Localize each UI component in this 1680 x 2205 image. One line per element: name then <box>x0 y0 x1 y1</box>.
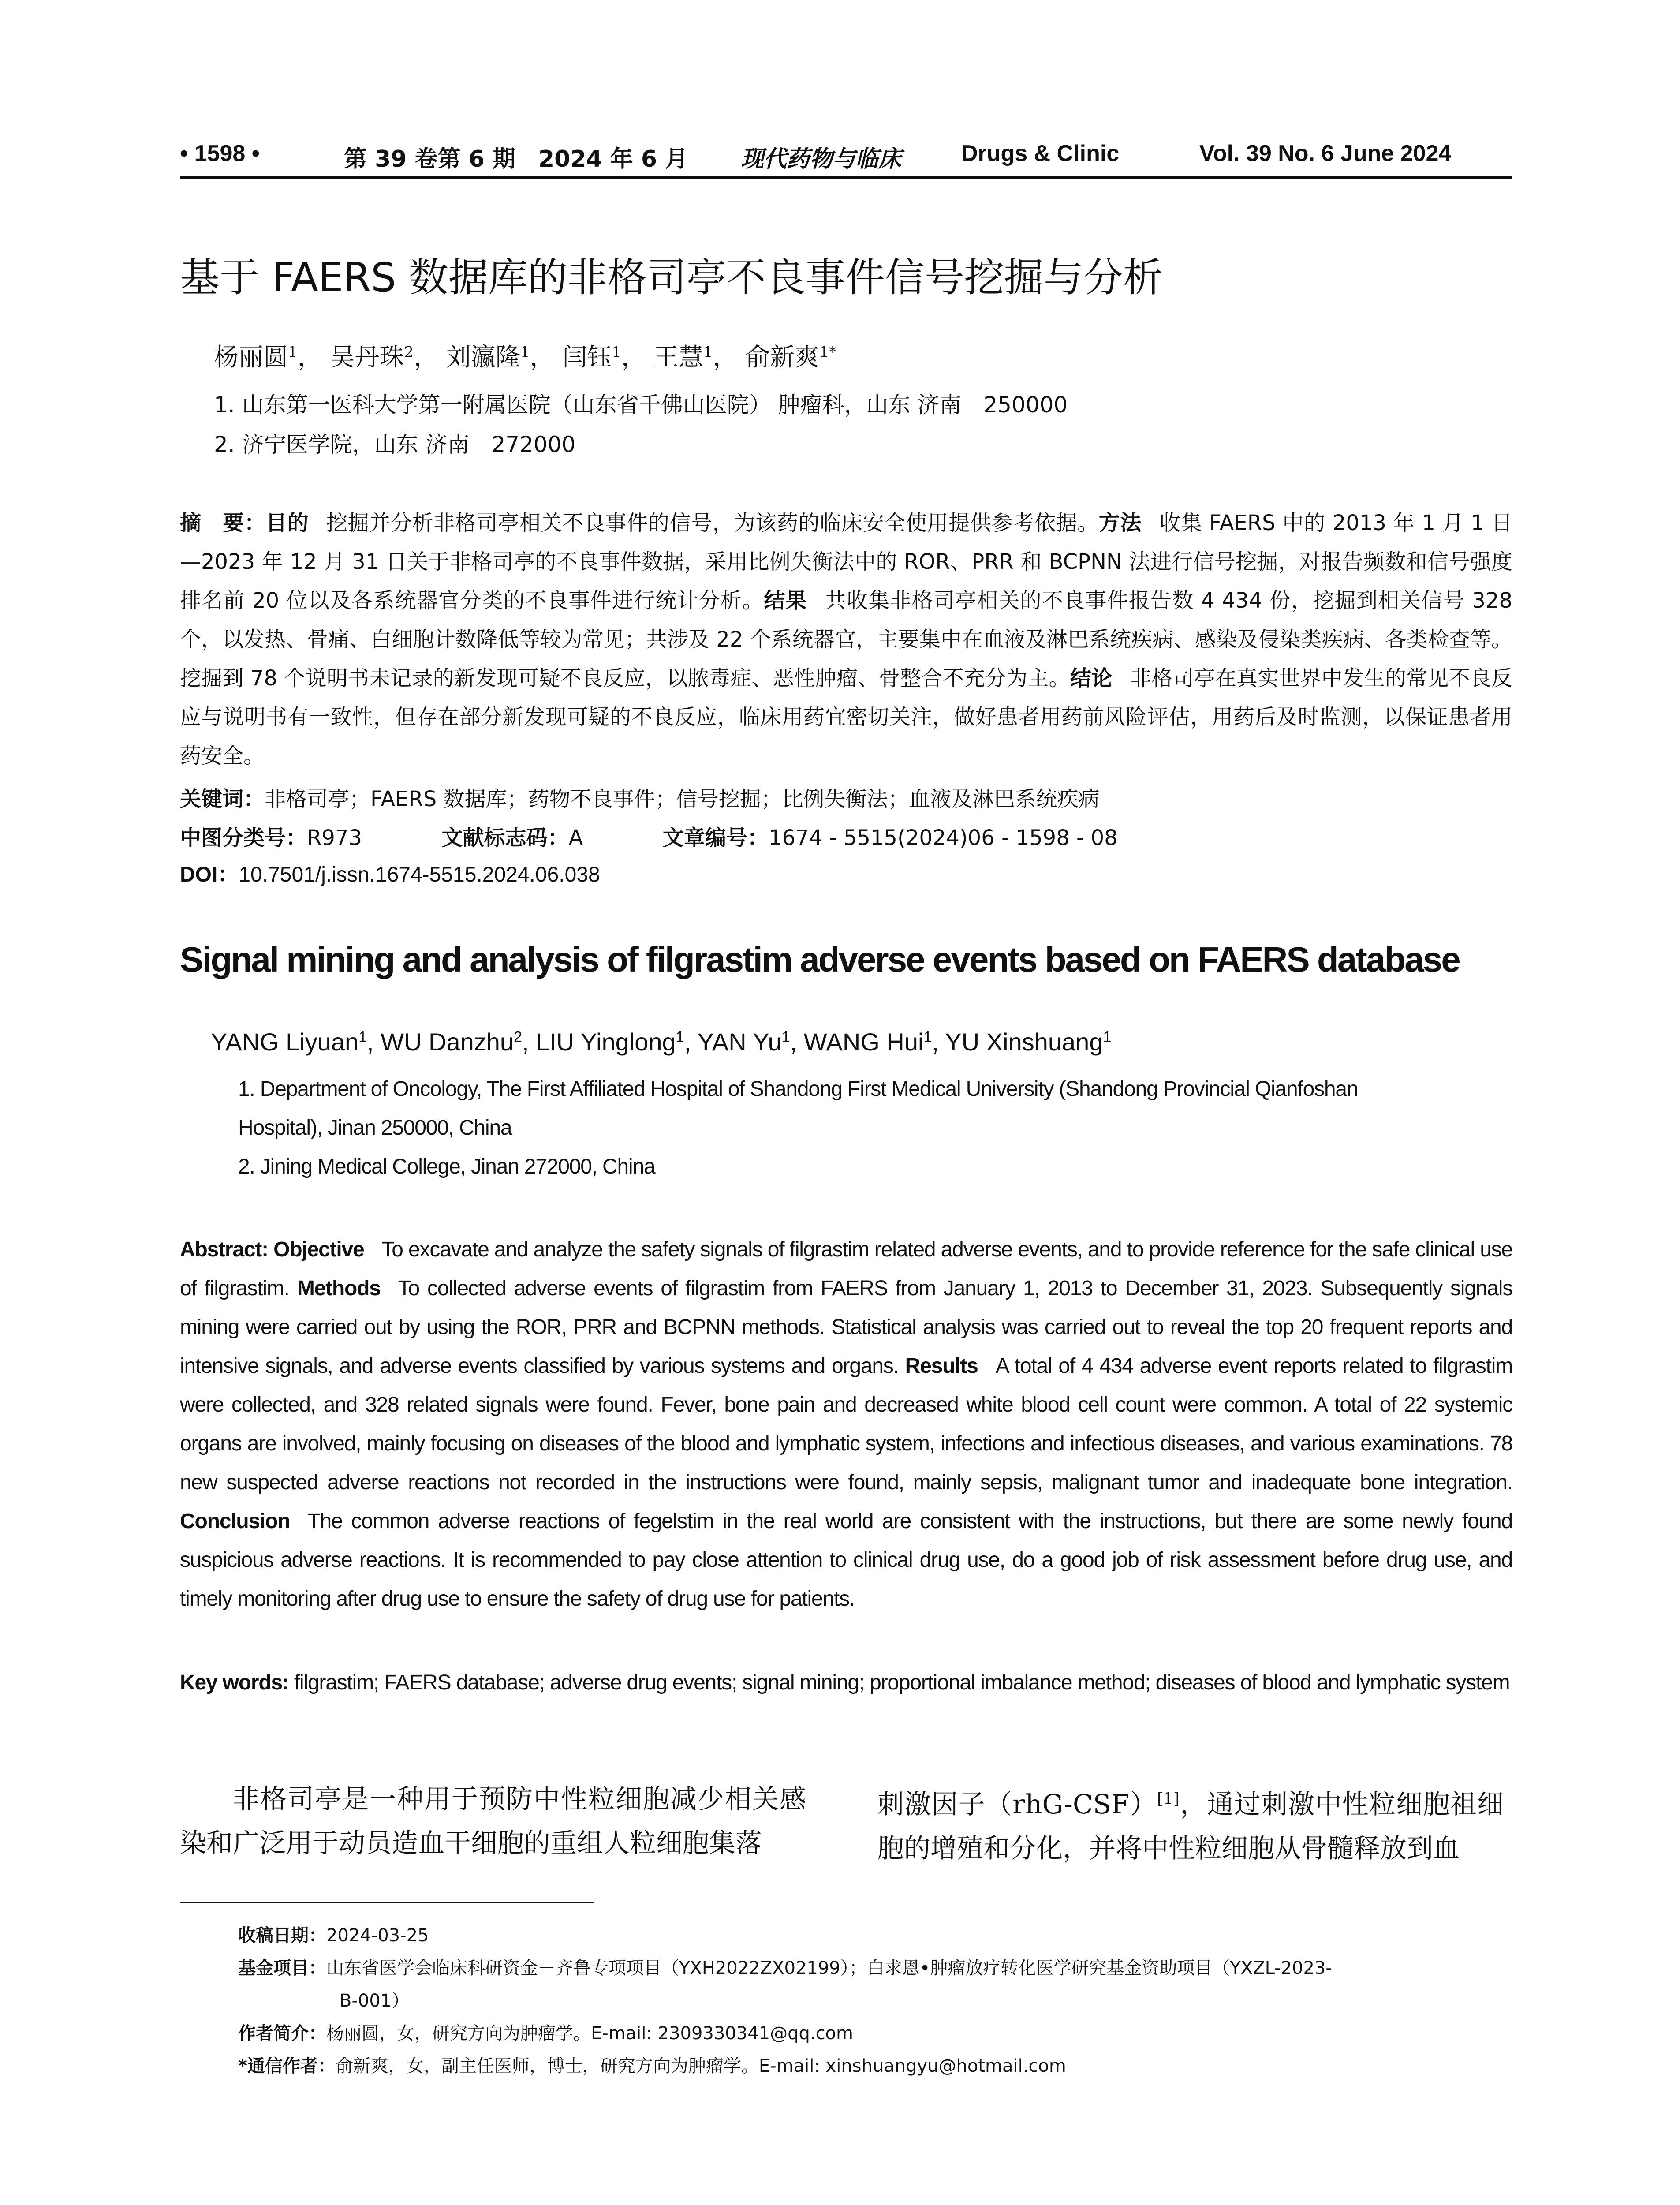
conclusion-text-en: The common adverse reactions of fegelstim in the real world are consistent with the instructions, but there are some newly found suspicious adverse reactions. It is recommended to pay close attention to clinical drug use, do a good job of risk assessment before drug use, and timely monitoring after drug use to ensure the safety of drug use for patients. <box>180 1510 1512 1611</box>
conclusion-label: 结论 <box>1070 666 1113 691</box>
objective-text-en: To excavate and analyze the safety signals of filgrastim related adverse events, and to provide reference for the safe clinical use of filgrastim. <box>180 1238 1512 1300</box>
fund-label: 基金项目： <box>238 1958 326 1978</box>
clc-value: R973 <box>307 826 362 850</box>
conclusion-text: 非格司亭在真实世界中发生的常见不良反应与说明书有一致性，但存在部分新发现可疑的不良反应，临床用药宜密切关注，做好患者用药前风险评估，用药后及时监测，以保证患者用药安全。 <box>180 666 1512 768</box>
keywords-label: 关键词： <box>180 787 265 811</box>
author-name: 王慧 <box>653 343 703 372</box>
corresponding-label: *通信作者： <box>238 2056 336 2076</box>
doi-label: DOI： <box>180 863 239 886</box>
author-affiliation-mark: 1 <box>358 1028 367 1046</box>
author-affiliation-mark: 2 <box>514 1028 522 1046</box>
footnote-received <box>238 1919 429 1952</box>
body-text: 刺激因子（rhG-CSF） <box>877 1789 1157 1820</box>
author-affiliation-mark: 1 <box>703 343 713 361</box>
author-affiliation-mark: 1 <box>781 1028 790 1046</box>
author-name: YAN Yu <box>697 1028 782 1056</box>
keywords-label-en: Key words: <box>180 1671 289 1694</box>
issue-info: 第 39 卷第 6 期 2024 年 6 月 <box>344 146 688 172</box>
keywords-text-en: filgrastim; FAERS database; adverse drug events; signal mining; proportional imbalance method; diseases of blood and lymphatic system <box>294 1671 1510 1694</box>
results-text: 共收集非格司亭相关的不良事件报告数 4 434 份，挖掘到相关信号 328 个，以发热、骨痛、白细胞计数降低等较为常见；共涉及 22 个系统器官，主要集中在血液及淋巴系统疾病、感染及侵染类疾病、各类检查等。挖掘到 78 个说明书未记录的新发现可疑不良反应，以脓毒症、恶性肿瘤、骨整合不充分为主。 <box>180 588 1512 691</box>
journal-name-en: Drugs & Clinic <box>961 141 1120 166</box>
author-affiliation-mark: 1 <box>612 343 621 361</box>
footnote-rule <box>180 1902 594 1903</box>
article-number-label: 文章编号： <box>662 826 769 850</box>
fund-text: 山东省医学会临床科研资金－齐鲁专项项目（YXH2022ZX02199）；白求恩•肿瘤放疗转化医学研究基金资助项目（YXZL-2023- <box>326 1958 1332 1978</box>
results-text-en: A total of 4 434 adverse event reports related to filgrastim were collected, and 328 related signals were found. Fever, bone pain and decreased white blood cell count were common. A total of 22 systemic organs are involved, mainly focusing on diseases of the blood and lymphatic system, infections and infectious diseases, and various examinations. 78 new suspected adverse reactions not recorded in the instructions were found, mainly sepsis, malignant tumor and inadequate bone integration. <box>180 1354 1512 1494</box>
objective-label: 目的 <box>265 511 309 535</box>
abstract-objective-label: Abstract: Objective <box>180 1238 364 1261</box>
abstract-en <box>180 1230 1512 1618</box>
corresponding-text: 俞新爽，女，副主任医师，博士，研究方向为肿瘤学。E-mail: xinshuangyu@hotmail.com <box>335 2056 1066 2076</box>
abstract-label: 摘 要： <box>180 511 266 535</box>
body-text: ，通过刺激中性粒细胞祖细胞的增殖和分化，并将中性粒细胞从骨髓释放到血 <box>877 1789 1504 1864</box>
header-rule <box>180 176 1512 179</box>
author-affiliation-mark: 1 <box>1103 1028 1112 1046</box>
author-bio-label: 作者简介： <box>238 2023 326 2044</box>
author-affiliation-mark: 2 <box>404 343 414 361</box>
doc-code-value: A <box>568 826 583 850</box>
author-bio-text: 杨丽圆，女，研究方向为肿瘤学。E-mail: 2309330341@qq.com <box>326 2023 854 2044</box>
body-column-right <box>877 1777 1504 1871</box>
clc-label: 中图分类号： <box>180 826 307 850</box>
author-name: LIU Yinglong <box>536 1028 676 1056</box>
results-label-en: Results <box>905 1354 978 1378</box>
article-number-value: 1674 - 5515(2024)06 - 1598 - 08 <box>768 826 1118 850</box>
footnote-corresponding <box>238 2050 1066 2082</box>
doi-line <box>180 857 600 888</box>
author-name: 闫钰 <box>562 343 612 372</box>
author-affiliation-mark: 1 <box>288 343 298 361</box>
author-name: 刘瀛隆 <box>446 343 520 372</box>
page-number: • 1598 • <box>180 141 260 166</box>
footnote-fund-cont: B-001） <box>340 1991 410 2011</box>
author-name: 吴丹珠 <box>330 343 404 372</box>
author-name: WU Danzhu <box>381 1028 514 1056</box>
affiliation-cn-1: 1. 山东第一医科大学第一附属医院（山东省千佛山医院） 肿瘤科，山东 济南 250000 <box>214 392 1068 418</box>
author-affiliation-mark: 1 <box>520 343 530 361</box>
doi-value[interactable]: 10.7501/j.issn.1674-5515.2024.06.038 <box>239 863 600 886</box>
methods-label: 方法 <box>1098 511 1142 535</box>
affiliation-en-1: 1. Department of Oncology, The First Affiliated Hospital of Shandong First Medical University (Shandong Provincial Qianfoshan <box>238 1077 1358 1101</box>
received-date: 2024-03-25 <box>326 1925 429 1946</box>
author-affiliation-mark: 1* <box>819 343 836 361</box>
methods-text-en: To collected adverse events of filgrastim from FAERS from January 1, 2013 to December 31, 2023. Subsequently signals mining were carried out by using the ROR, PRR and BCPNN methods. Statistical analysis was carried out to reveal the top 20 frequent reports and intensive signals, and adverse events classified by various systems and organs. <box>180 1277 1512 1378</box>
affiliation-cn-2: 2. 济宁医学院，山东 济南 272000 <box>214 432 576 457</box>
results-label: 结果 <box>764 588 807 613</box>
abstract-cn <box>180 504 1512 775</box>
journal-name-cn: 现代药物与临床 <box>741 146 902 172</box>
footnote-fund <box>238 1952 1332 1984</box>
authors-cn: 杨丽圆$^1$， 吴丹珠$^2$， 刘瀛隆$^1$， 闫钰$^1$， 王慧$^1$， 俞新爽$^{1*}$ <box>214 343 836 372</box>
affiliation-en-1-cont: Hospital), Jinan 250000, China <box>238 1116 512 1140</box>
author-name: YANG Liyuan <box>211 1028 359 1056</box>
author-name: WANG Hui <box>803 1028 924 1056</box>
author-name: 杨丽圆 <box>214 343 288 372</box>
citation-ref[interactable]: [1] <box>1157 1790 1180 1808</box>
classification-line <box>180 818 1118 857</box>
methods-label-en: Methods <box>297 1277 381 1300</box>
keywords-cn <box>180 780 1099 818</box>
author-affiliation-mark: 1 <box>923 1028 932 1046</box>
affiliation-en-2: 2. Jining Medical College, Jinan 272000, China <box>238 1155 655 1178</box>
volume-info: Vol. 39 No. 6 June 2024 <box>1199 141 1452 166</box>
keywords-text: 非格司亭；FAERS 数据库；药物不良事件；信号挖掘；比例失衡法；血液及淋巴系统疾病 <box>265 787 1100 811</box>
authors-en: YANG Liyuan$^1$, WU Danzhu$^2$, LIU Yinglong$^1$, YAN Yu$^1$, WANG Hui$^1$, YU Xinshuang$^1$ <box>211 1028 1112 1056</box>
keywords-en <box>180 1663 1512 1702</box>
author-name: 俞新爽 <box>745 343 820 372</box>
body-column-left: 非格司亭是一种用于预防中性粒细胞减少相关感染和广泛用于动员造血干细胞的重组人粒细胞集落 <box>180 1784 806 1859</box>
title-en: Signal mining and analysis of filgrastim adverse events based on FAERS database <box>180 940 1460 979</box>
conclusion-label-en: Conclusion <box>180 1510 290 1533</box>
footnote-author <box>238 2017 853 2050</box>
doc-code-label: 文献标志码： <box>441 826 569 850</box>
received-label: 收稿日期： <box>238 1925 326 1946</box>
title-cn: 基于 FAERS 数据库的非格司亭不良事件信号挖掘与分析 <box>180 254 1163 301</box>
author-affiliation-mark: 1 <box>676 1028 684 1046</box>
objective-text: 挖掘并分析非格司亭相关不良事件的信号，为该药的临床安全使用提供参考依据。 <box>326 511 1099 535</box>
author-name: YU Xinshuang <box>945 1028 1103 1056</box>
methods-text: 收集 FAERS 中的 2013 年 1 月 1 日—2023 年 12 月 31 日关于非格司亭的不良事件数据，采用比例失衡法中的 ROR、PRR 和 BCPNN 法进行信号挖掘，对报告频数和信号强度排名前 20 位以及各系统器官分类的不良事件进行统计分析。 <box>180 511 1512 613</box>
